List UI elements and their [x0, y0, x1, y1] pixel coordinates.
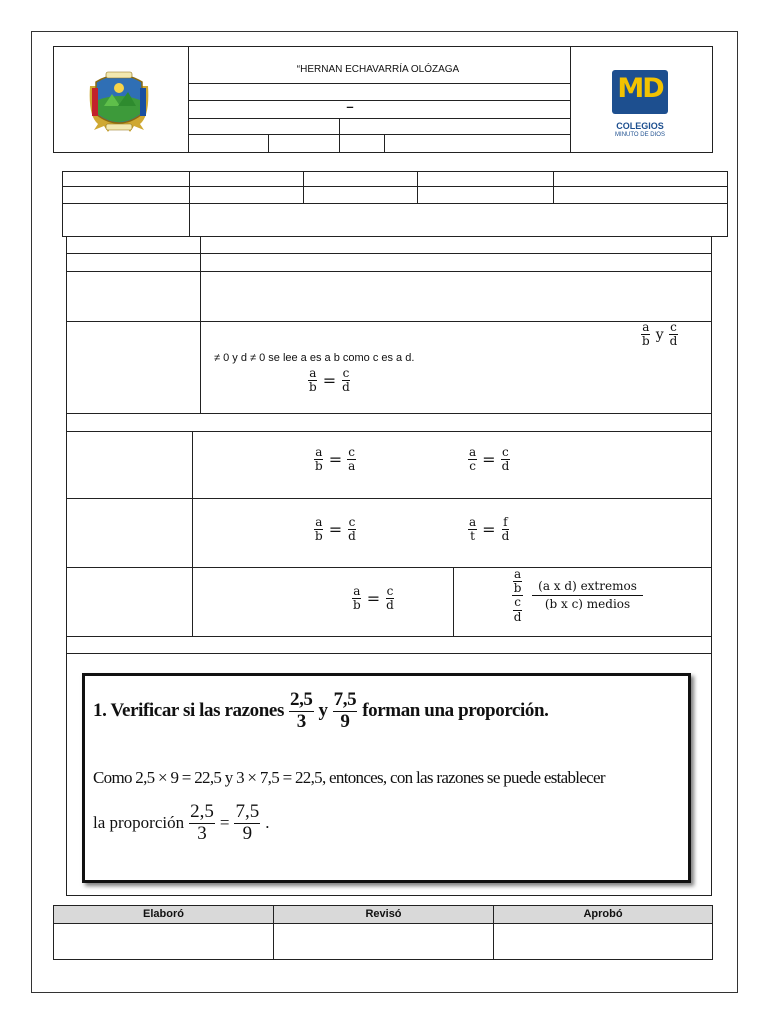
ratio1-num: 2,5 — [289, 689, 313, 710]
proportion-property-right — [512, 568, 643, 624]
den-b: b — [353, 598, 361, 613]
connector-y: y — [318, 700, 328, 722]
ratio1-den: 3 — [296, 710, 306, 732]
num-c: c — [348, 515, 356, 529]
num-c: c — [386, 584, 394, 598]
example-line2: Como 2,5 × 9 = 22,5 y 3 × 7,5 = 22,5, entonces, con las razones se puede establecer — [93, 768, 605, 787]
connector-y: y — [655, 326, 664, 343]
heading-prefix: 1. Verificar si las razones — [93, 700, 284, 722]
den-d: d — [669, 334, 678, 349]
num-c: c — [342, 366, 350, 380]
equals: = — [482, 520, 496, 540]
den-b: b — [642, 334, 650, 349]
ratios-a-b-y-c-d — [641, 321, 678, 348]
aprobo-label: Aprobó — [583, 908, 623, 920]
example-line3 — [93, 802, 269, 845]
den-b: b — [315, 529, 323, 544]
den-d: d — [501, 529, 510, 544]
extremes: (a x d) extremos — [532, 580, 643, 596]
equals: = — [328, 450, 343, 470]
den-d: d — [348, 529, 356, 544]
den-d: d — [342, 380, 350, 395]
num-f: f — [503, 515, 508, 529]
equals: = — [482, 450, 496, 470]
num-a: a — [353, 584, 361, 598]
num-c: c — [502, 445, 509, 459]
den-t: t — [470, 529, 475, 544]
num-a: a — [309, 366, 317, 380]
minuto-de-dios-logo — [608, 70, 672, 146]
den-b: b — [315, 459, 323, 474]
md-colegios: COLEGIOS — [616, 121, 664, 131]
extremes-means — [532, 580, 643, 611]
den-c: c — [469, 459, 476, 474]
reviso-label: Revisó — [365, 908, 402, 920]
num-a: a — [469, 515, 477, 529]
num-c: c — [514, 595, 521, 610]
den-b: b — [309, 380, 317, 395]
info-table — [62, 171, 728, 237]
num-a: a — [469, 445, 477, 459]
den-d: d — [501, 459, 510, 474]
num-a: a — [514, 567, 522, 581]
ratio1-den: 3 — [197, 822, 207, 844]
equals: = — [366, 589, 381, 609]
equals: = — [219, 813, 230, 833]
md-minuto-de-dios: MINUTO DE DIOS — [615, 132, 665, 138]
ratio2-num: 7,5 — [235, 801, 260, 822]
example-box — [82, 673, 691, 883]
header-dash: – — [346, 99, 354, 114]
equals: = — [322, 371, 337, 391]
num-c: c — [670, 320, 677, 334]
equals: = — [328, 520, 343, 540]
school-name: “HERNAN ECHAVARRÍA OLÓZAGA — [296, 64, 460, 75]
ratio1-num: 2,5 — [190, 801, 214, 822]
means: (b x c) medios — [544, 597, 631, 612]
proportion-a-t-f-d — [468, 516, 510, 543]
line3-prefix: la proporción — [93, 813, 185, 833]
ratio2-den: 9 — [242, 822, 253, 844]
md-mark-box — [612, 70, 668, 114]
num-c: c — [348, 445, 356, 459]
den-d: d — [386, 598, 394, 613]
den-a: a — [348, 459, 356, 474]
den-b: b — [513, 581, 522, 596]
ratio2-num: 7,5 — [333, 689, 357, 710]
proportion-property-left — [352, 585, 395, 612]
example-heading — [93, 690, 683, 733]
ratio2-den: 9 — [340, 710, 350, 732]
proportion-definition — [308, 367, 351, 394]
num-a: a — [315, 445, 323, 459]
school-shield-logo — [84, 66, 154, 138]
den-d: d — [513, 609, 522, 624]
elaboro-label: Elaboró — [143, 908, 184, 920]
period: . — [265, 813, 270, 833]
proportion-a-c-c-d — [468, 446, 510, 473]
num-a: a — [315, 515, 323, 529]
signature-table — [53, 905, 713, 960]
compound-fraction — [512, 568, 523, 624]
proportion-a-b-c-a — [314, 446, 356, 473]
definition-text: ≠ 0 y d ≠ 0 se lee a es a b como c es a d. — [214, 352, 415, 364]
num-a: a — [642, 320, 650, 334]
heading-suffix: forman una proporción. — [362, 700, 549, 722]
md-mark: MD — [617, 73, 663, 104]
proportion-a-b-c-d — [314, 516, 357, 543]
